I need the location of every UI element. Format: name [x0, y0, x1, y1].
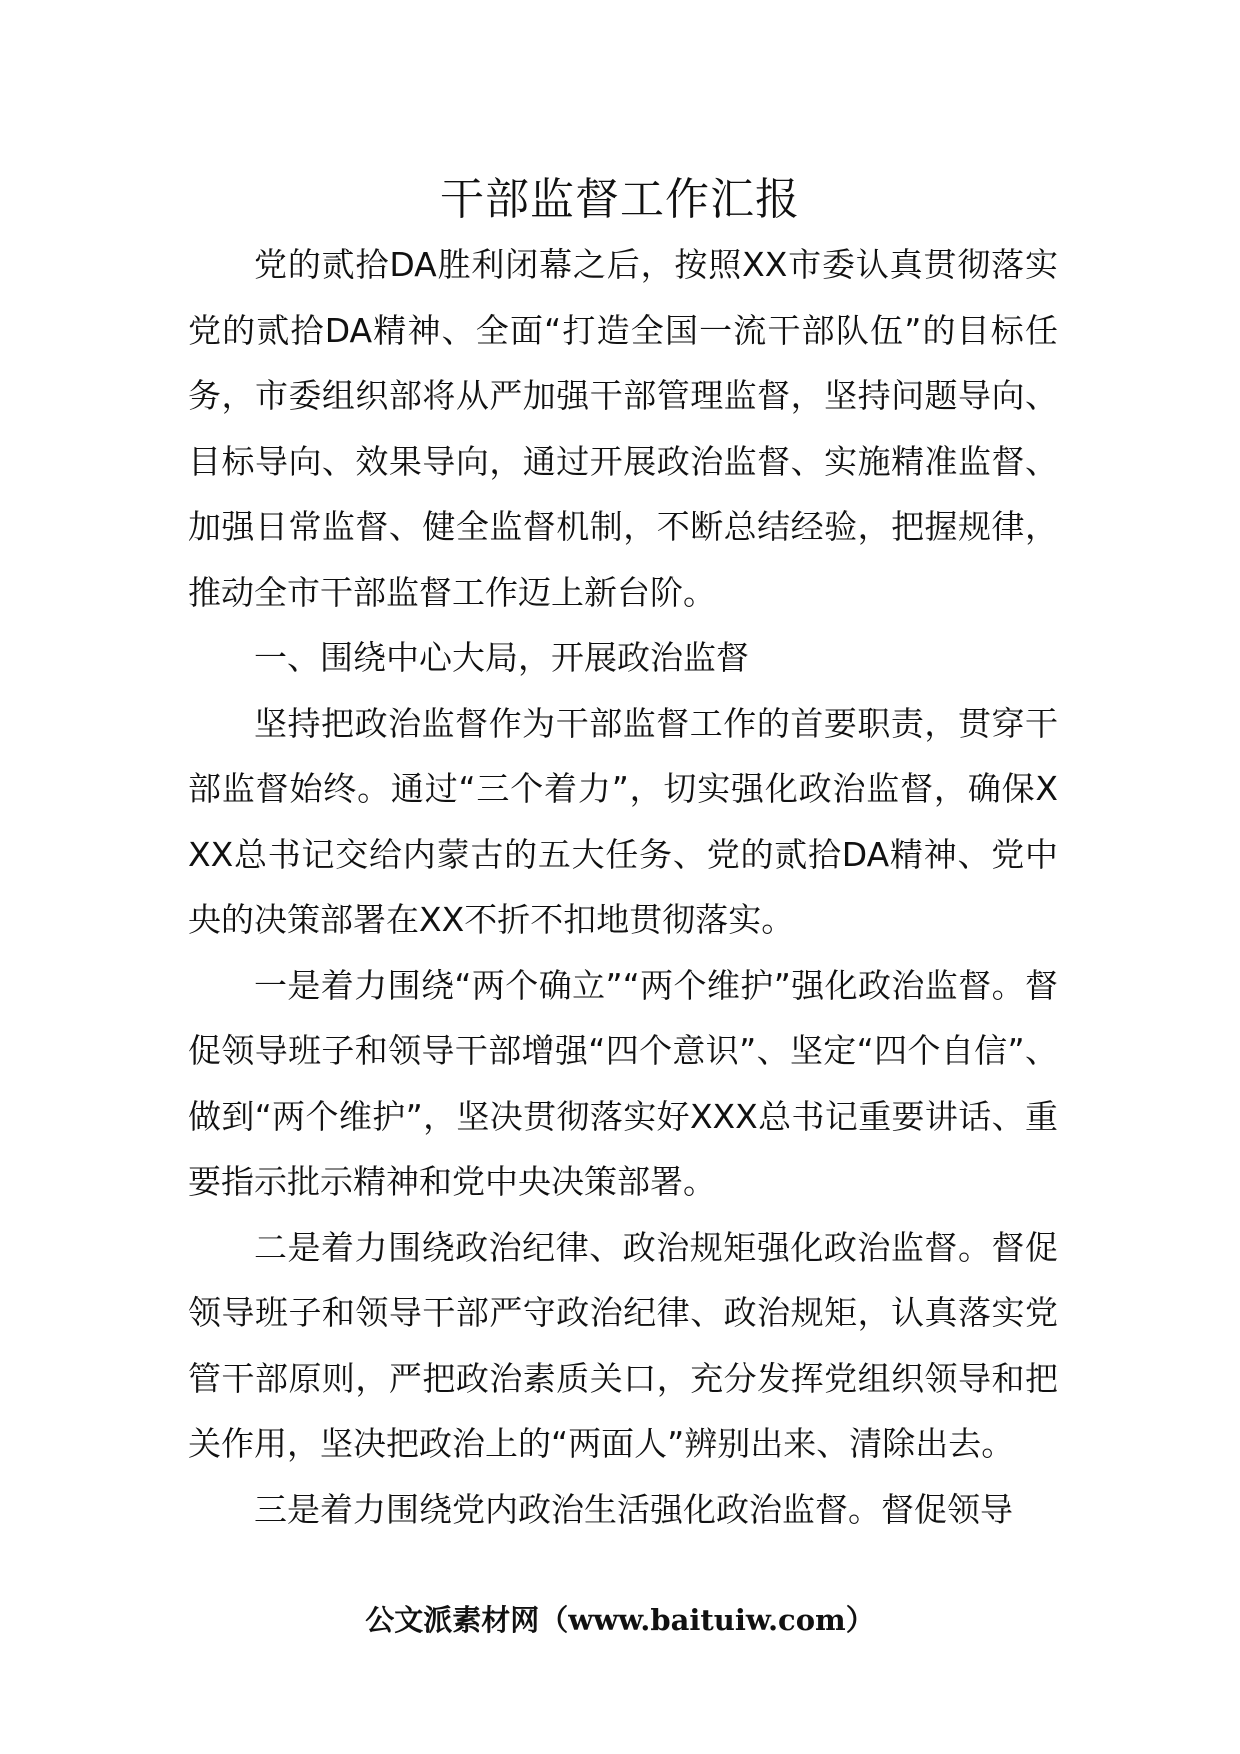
paragraph-section-1-intro: 坚持把政治监督作为干部监督工作的首要职责，贯穿干部监督始终。通过“三个着力”，切实强化政治监督，确保XXX总书记交给内蒙古的五大任务、党的贰拾DA精神、党中央的决策部署在XX不折不扣地贯彻落实。 — [188, 703, 1058, 939]
document-title: 干部监督工作汇报 — [440, 174, 800, 225]
paragraph-point-2: 二是着力围绕政治纪律、政治规矩强化政治监督。督促领导班子和领导干部严守政治纪律、政治规矩，认真落实党管干部原则，严把政治素质关口，充分发挥党组织领导和把关作用，坚决把政治上的“两面人”辨别出来、清除出去。 — [188, 1227, 1058, 1463]
footer-watermark: 公文派素材网（www.baituiw.com） — [365, 1603, 875, 1637]
paragraph-intro: 党的贰拾DA胜利闭幕之后，按照XX市委认真贯彻落实党的贰拾DA精神、全面“打造全国一流干部队伍”的目标任务，市委组织部将从严加强干部管理监督，坚持问题导向、目标导向、效果导向，通过开展政治监督、实施精准监督、加强日常监督、健全监督机制，不断总结经验，把握规律，推动全市干部监督工作迈上新台阶。 — [188, 245, 1058, 612]
section-heading-1: 一、围绕中心大局，开展政治监督 — [254, 638, 749, 677]
paragraph-point-1: 一是着力围绕“两个确立”“两个维护”强化政治监督。督促领导班子和领导干部增强“四个意识”、坚定“四个自信”、做到“两个维护”，坚决贯彻落实好XXX总书记重要讲话、重要指示批示精神和党中央决策部署。 — [188, 965, 1058, 1201]
document-body — [188, 232, 1058, 1542]
paragraph-point-3: 三是着力围绕党内政治生活强化政治监督。督促领导 — [254, 1489, 1013, 1529]
